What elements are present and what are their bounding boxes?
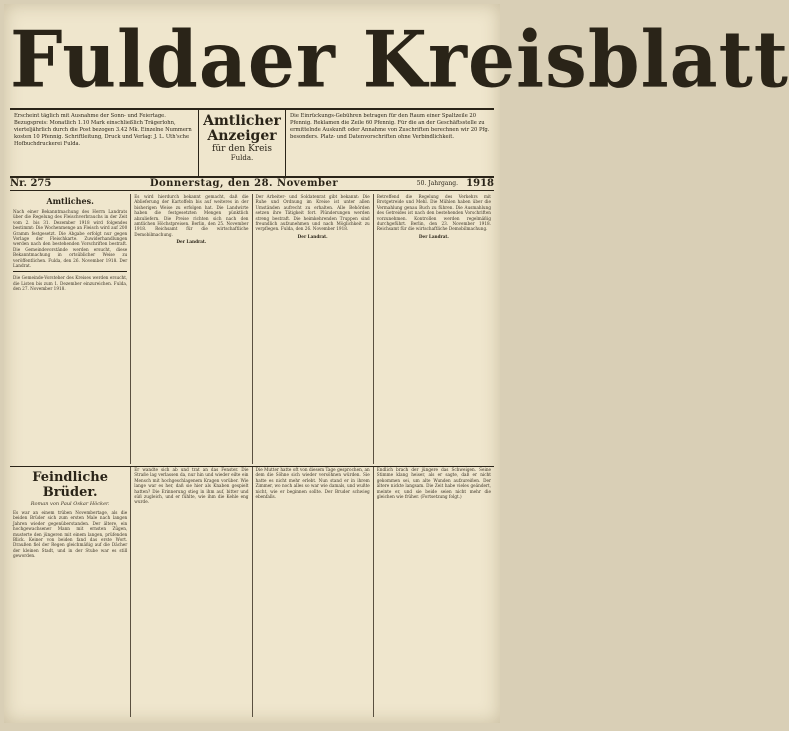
column-1-text: Nach einer Bekanntmachung des Herrn Landrats über die Regelung des Fleischverbrauchs in der Zeit vom 2. bis 31. Dezember 1918 wird folgendes bestimmt: Die Wochenmenge an Fleisch wird auf 200 Gramm festgesetzt. Die Abgabe erfolgt nur gegen Vorlage der Fleischkarte. Zuwiderhandlungen werden nach den bestehenden Vorschriften bestraft. Die Gemeindevorstände werden ersucht, diese Bekanntmachung in ortsüblicher Weise zu veröffentlichen. Fulda, den 26. November 1918. Der Landrat. <box>13 209 128 269</box>
amtliches-heading: Amtliches. <box>46 196 94 206</box>
advertising-info: Die Einrückungs-Gebühren betragen für den Raum einer Spaltzeile 20 Pfennig. Reklamen die Zeile 60 Pfennig. Für die an der Geschäftsstelle zu ermittelnde Auskunft oder Annahme von Zuschriften berechnen wir 20 Pfg. besonders. Platz- und Datenvorschriften ohne Verbindlichkeit. <box>285 110 494 176</box>
fulda-label: Fulda. <box>230 154 254 162</box>
column-4-text: Betreffend die Regelung des Verkehrs mit Brotgetreide und Mehl. Die Mühlen haben über die Vermahlung genau Buch zu führen. Die Ausmahlung des Getreides ist nach den bestehenden Vorschriften vorzunehmen. Kontrollen werden regelmäßig durchgeführt. Berlin, den 23. November 1918. Reichsamt für die wirtschaftliche Demobilmachung. <box>376 194 491 232</box>
story-text: Es war an einem trüben Novembertage, als die beiden Brüder sich zum ersten Male nach langen Jahren wieder gegenüberstanden. Der ältere, ein hochgewachsener Mann mit ernsten Zügen, musterte den jüngeren mit einem langen, prüfenden Blick. Keiner von beiden fand das erste Wort. Draußen fiel der Regen gleichmäßig auf die Dächer der kleinen Stadt, und in der Stube war es still geworden. <box>13 510 128 559</box>
column-3 <box>253 194 374 464</box>
lower-column-4-text: Endlich brach der jüngere das Schweigen. Seine Stimme klang heiser, als er sagte, daß er nicht gekommen sei, um alte Wunden aufzureißen. Der ältere nickte langsam. Die Zeit habe vieles geändert, meinte er, und sie beide seien nicht mehr die gleichen wie früher. (Fortsetzung folgt.) <box>376 467 491 500</box>
upper-columns <box>10 194 494 464</box>
column-2-text: Es wird hierdurch bekannt gemacht, daß die Ablieferung der Kartoffeln bis auf weiteres in der bisherigen Weise zu erfolgen hat. Die Landwirte haben die festgesetzten Mengen pünktlich abzuliefern. Die Preise richten sich nach den amtlichen Höchstpreisen. Berlin, den 25. November 1918. Reichsamt für die wirtschaftliche Demobilmachung. <box>134 194 249 237</box>
column-1-notice: Die Gemeinde-Vorsteher des Kreises werden ersucht, die Listen bis zum 1. Dezember einzureichen. Fulda, den 27. November 1918. <box>13 275 128 292</box>
column-4 <box>374 194 494 464</box>
divider <box>13 271 127 272</box>
masthead <box>10 12 789 108</box>
column-3-signature: Der Landrat. <box>297 233 328 239</box>
story-subtitle: Roman von Paul Oskar Höcker. <box>30 501 110 507</box>
lower-column-3-text: Die Mutter hatte oft von diesem Tage gesprochen, an dem die Söhne sich wieder versöhnen würden. Sie hatte es nicht mehr erlebt. Nun stand er in ihrem Zimmer, wo noch alles so war wie damals, und wußte nicht, wie er beginnen sollte. Der Bruder schwieg ebenfalls. <box>255 467 370 500</box>
lower-column-2-text: Er wandte sich ab und trat an das Fenster. Die Straße lag verlassen da, nur hin und wieder eilte ein Mensch mit hochgeschlagenem Kragen vorüber. Wie lange war es her, daß sie hier als Knaben gespielt hatten? Die Erinnerung stieg in ihm auf, bitter und süß zugleich, und er fühlte, wie ihm die Kehle eng wurde. <box>134 467 249 505</box>
issue-year: 1918 <box>466 177 494 189</box>
column-2-signature: Der Landrat. <box>176 239 207 245</box>
column-3-text: Der Arbeiter- und Soldatenrat gibt bekannt: Die Ruhe und Ordnung im Kreise ist unter allen Umständen aufrecht zu erhalten. Alle Behörden setzen ihre Tätigkeit fort. Plünderungen werden streng bestraft. Die heimkehrenden Truppen sind freundlich aufzunehmen und nach Möglichkeit zu verpflegen. Fulda, den 26. November 1918. <box>255 194 370 232</box>
issue-number: Nr. 275 <box>10 177 52 189</box>
info-bar <box>10 108 494 178</box>
kreis-label: für den Kreis <box>212 144 272 154</box>
column-2 <box>131 194 252 464</box>
official-gazette-box <box>199 110 285 176</box>
newspaper-page <box>4 4 789 723</box>
issue-date: Donnerstag, den 28. November <box>149 177 339 189</box>
masthead-title: Fuldaer Kreisblatt <box>10 14 789 106</box>
subscription-info: Erscheint täglich mit Ausnahme der Sonn- und Feiertage. Bezugspreis: Monatlich 1.10 Mark einschließlich Trägerlohn, vierteljährlich durch die Post bezogen 3.42 Mk. Einzelne Nummern kosten 10 Pfennig. Schriftleitung, Druck und Verlag: J. L. Uth'sche Hofbuchdruckerei Fulda. <box>10 110 199 176</box>
anzeiger-label: Anzeiger <box>207 128 277 144</box>
lower-column-3 <box>253 467 374 717</box>
lower-section <box>10 466 494 717</box>
feuilleton-column <box>10 467 131 717</box>
column-1 <box>10 194 131 464</box>
amtlicher-label: Amtlicher <box>203 113 281 129</box>
lower-column-4 <box>374 467 494 717</box>
story-title: Feindliche Brüder. <box>32 470 109 500</box>
volume-label: 50. Jahrgang. <box>416 179 458 187</box>
lower-column-2 <box>131 467 252 717</box>
dateline <box>10 176 494 191</box>
column-4-signature: Der Landrat. <box>418 233 449 239</box>
